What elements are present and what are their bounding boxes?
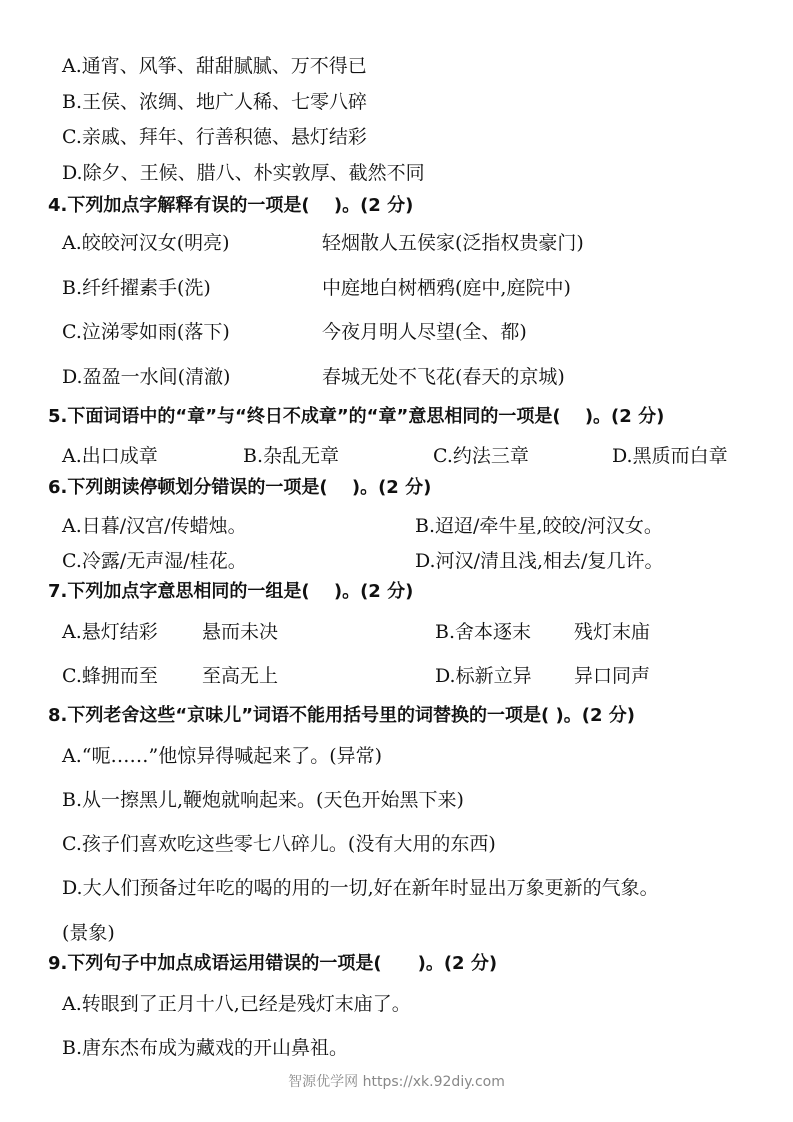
q4-stem: 4.下列加点字解释有误的一项是( )。(2 分) [48, 195, 414, 216]
q7-option-b-word2: 残灯末庙 [574, 621, 651, 643]
q9-option-a: A.转眼到了正月十八,已经是残灯末庙了。 [62, 993, 411, 1015]
q4-option-d-line: 春城无处不飞花(春天的京城) [322, 366, 565, 388]
q6-option-a: A.日暮/汉宫/传蜡烛。 [62, 515, 247, 537]
q7-option-b: B.舍本逐末 [435, 621, 532, 643]
q8-option-b: B.从一擦黑儿,鞭炮就响起来。(天色开始黑下来) [62, 789, 464, 811]
q4-option-b-line: 中庭地白树栖鸦(庭中,庭院中) [322, 277, 571, 299]
q5-option-d: D.黑质而白章 [612, 445, 728, 467]
q8-option-d-continuation: (景象) [62, 922, 115, 944]
q5-option-a: A.出口成章 [62, 445, 158, 467]
q7-option-d: D.标新立异 [435, 665, 532, 687]
q3-option-a: A.通宵、风筝、甜甜腻腻、万不得已 [62, 55, 367, 77]
q4-option-d: D.盈盈一水间(清澈) [62, 366, 231, 388]
q6-option-d: D.河汉/清且浅,相去/复几许。 [415, 550, 664, 572]
q8-option-d: D.大人们预备过年吃的喝的用的一切,好在新年时显出万象更新的气象。 [62, 877, 659, 899]
q8-option-c: C.孩子们喜欢吃这些零七八碎儿。(没有大用的东西) [62, 833, 496, 855]
q4-option-b: B.纤纤擢素手(洗) [62, 277, 211, 299]
footer-watermark: 智源优学网 https://xk.92diy.com [288, 1074, 505, 1090]
q6-option-c: C.冷露/无声湿/桂花。 [62, 550, 247, 572]
q7-option-a: A.悬灯结彩 [62, 621, 158, 643]
q9-option-b: B.唐东杰布成为藏戏的开山鼻祖。 [62, 1037, 349, 1059]
q3-option-b: B.王侯、浓绸、地广人稀、七零八碎 [62, 91, 368, 113]
q4-option-c-line: 今夜月明人尽望(全、都) [322, 321, 527, 343]
q4-option-c: C.泣涕零如雨(落下) [62, 321, 230, 343]
q9-stem: 9.下列句子中加点成语运用错误的一项是( )。(2 分) [48, 953, 498, 974]
q3-option-c: C.亲戚、拜年、行善积德、悬灯结彩 [62, 126, 367, 148]
q7-option-c: C.蜂拥而至 [62, 665, 158, 687]
q6-stem: 6.下列朗读停顿划分错误的一项是( )。(2 分) [48, 477, 432, 498]
q5-option-b: B.杂乱无章 [243, 445, 340, 467]
q4-option-a: A.皎皎河汉女(明亮) [62, 232, 230, 254]
q8-option-a: A.“呃……”他惊异得喊起来了。(异常) [62, 745, 383, 767]
q6-option-b: B.迢迢/牵牛星,皎皎/河汉女。 [415, 515, 663, 537]
q7-option-d-word2: 异口同声 [574, 665, 651, 687]
q7-option-c-word2: 至高无上 [202, 665, 279, 687]
q4-option-a-line: 轻烟散人五侯家(泛指权贵豪门) [322, 232, 584, 254]
q7-option-a-word2: 悬而未决 [202, 621, 279, 643]
q3-option-d: D.除夕、王候、腊八、朴实敦厚、截然不同 [62, 162, 425, 184]
q5-option-c: C.约法三章 [433, 445, 529, 467]
q7-stem: 7.下列加点字意思相同的一组是( )。(2 分) [48, 581, 414, 602]
q5-stem: 5.下面词语中的“章”与“终日不成章”的“章”意思相同的一项是( )。(2 分) [48, 406, 665, 427]
q8-stem: 8.下列老舍这些“京味儿”词语不能用括号里的词替换的一项是( )。(2 分) [48, 705, 635, 726]
